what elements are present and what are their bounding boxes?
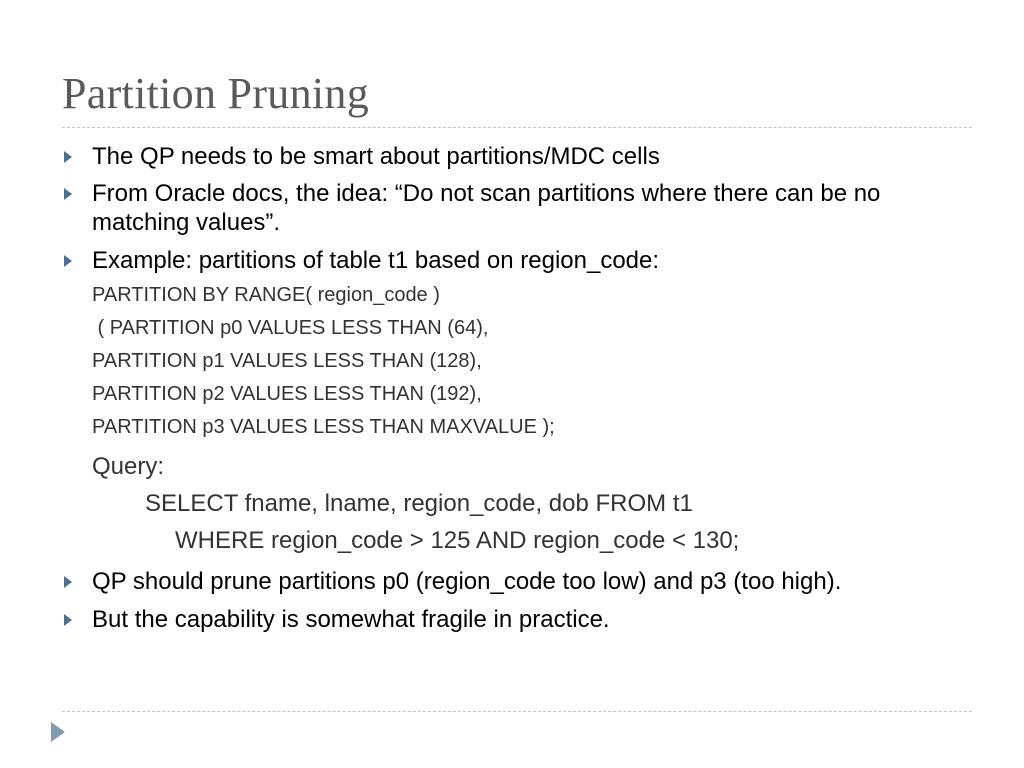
code-line: PARTITION p2 VALUES LESS THAN (192), bbox=[92, 383, 482, 405]
slide-title: Partition Pruning bbox=[62, 69, 369, 118]
triangle-right-icon bbox=[64, 614, 72, 626]
bullet-text: From Oracle docs, the idea: “Do not scan partitions where there can be no matching values”. bbox=[92, 180, 881, 236]
bullet-text: The QP needs to be smart about partitions/MDC cells bbox=[92, 143, 660, 170]
play-arrow-icon[interactable] bbox=[51, 722, 65, 742]
triangle-right-icon bbox=[64, 188, 72, 200]
code-line: PARTITION BY RANGE( region_code ) bbox=[92, 284, 440, 306]
code-line: PARTITION p3 VALUES LESS THAN MAXVALUE ); bbox=[92, 416, 555, 438]
bullet-item bbox=[62, 567, 972, 596]
bullet-item bbox=[62, 142, 972, 171]
bullet-text: Example: partitions of table t1 based on region_code: bbox=[92, 247, 660, 274]
triangle-right-icon bbox=[64, 576, 72, 588]
code-line: ( PARTITION p0 VALUES LESS THAN (64), bbox=[92, 317, 489, 339]
bullet-text: But the capability is somewhat fragile in practice. bbox=[92, 606, 610, 633]
query-line: SELECT fname, lname, region_code, dob FROM t1 bbox=[145, 490, 693, 517]
bullet-item bbox=[62, 605, 972, 634]
triangle-right-icon bbox=[64, 255, 72, 267]
query-line: WHERE region_code > 125 AND region_code < 130; bbox=[175, 527, 740, 554]
footer-divider bbox=[62, 711, 972, 712]
slide-content bbox=[62, 140, 972, 634]
bullet-item bbox=[62, 179, 972, 237]
triangle-right-icon bbox=[64, 151, 72, 163]
code-line: PARTITION p1 VALUES LESS THAN (128), bbox=[92, 350, 482, 372]
title-divider bbox=[62, 127, 972, 128]
bullet-item bbox=[62, 246, 972, 275]
bullet-text: QP should prune partitions p0 (region_code too low) and p3 (too high). bbox=[92, 568, 842, 595]
query-label: Query: bbox=[92, 453, 165, 480]
